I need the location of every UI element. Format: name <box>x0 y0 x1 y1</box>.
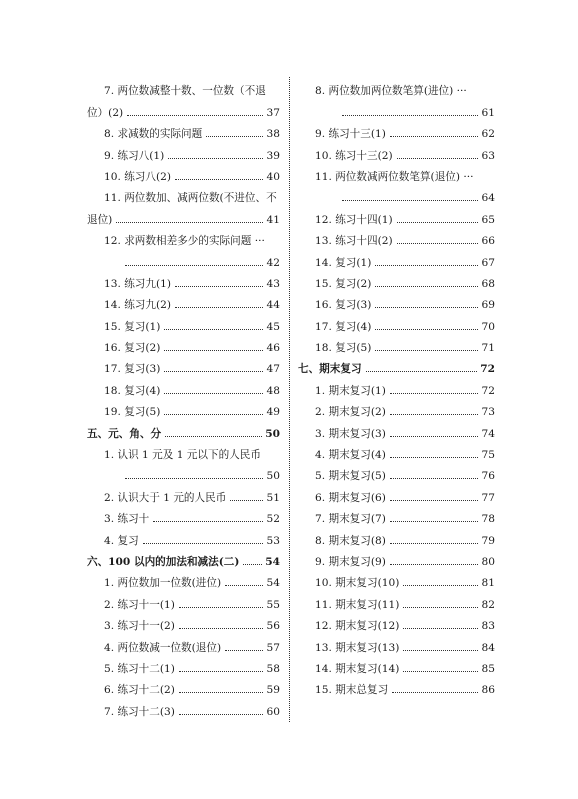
toc-entry-title: 13. 练习九(1) <box>104 277 172 290</box>
toc-entry[interactable] <box>87 120 280 141</box>
toc-page-number: 83 <box>481 620 495 633</box>
toc-entry-title: 18. 复习(4) <box>104 384 161 397</box>
toc-entry-continuation[interactable] <box>298 98 495 119</box>
dot-leader <box>225 649 263 651</box>
dot-leader <box>243 563 262 565</box>
toc-entry-title: 13. 练习十四(2) <box>315 235 393 248</box>
dot-leader <box>390 542 478 544</box>
toc-page-number: 76 <box>481 470 495 483</box>
toc-page-number: 70 <box>481 320 495 333</box>
dot-leader <box>390 413 478 415</box>
toc-entry-continuation[interactable] <box>87 462 280 483</box>
toc-entry[interactable] <box>87 526 280 547</box>
dot-leader <box>179 670 263 672</box>
dot-leader <box>179 627 263 629</box>
toc-entry[interactable] <box>298 633 495 654</box>
toc-entry[interactable] <box>87 590 280 611</box>
toc-page-number: 54 <box>266 577 280 590</box>
toc-entry-title: 10. 练习十三(2) <box>315 149 393 162</box>
toc-entry[interactable] <box>87 398 280 419</box>
toc-page-number: 84 <box>481 641 495 654</box>
toc-entry-title: 3. 练习十一(2) <box>104 620 175 633</box>
toc-entry-title: 12. 求两数相差多少的实际问题 ··· <box>104 235 265 248</box>
toc-page-number: 63 <box>481 149 495 162</box>
toc-entry[interactable] <box>87 655 280 676</box>
toc-entry-title: 7. 练习十二(3) <box>104 705 175 718</box>
toc-entry-title: 4. 复习 <box>104 534 139 547</box>
toc-entry-title: 18. 复习(5) <box>315 342 372 355</box>
toc-page-number: 81 <box>481 577 495 590</box>
dot-leader <box>230 499 263 501</box>
toc-page-number: 60 <box>266 705 280 718</box>
toc-entry[interactable] <box>298 334 495 355</box>
dot-leader <box>125 477 263 479</box>
dot-leader <box>397 221 478 223</box>
toc-page-number: 37 <box>266 106 280 119</box>
toc-entry[interactable] <box>298 248 495 269</box>
dot-leader <box>153 520 263 522</box>
dot-leader <box>164 328 263 330</box>
toc-entry[interactable] <box>298 120 495 141</box>
toc-entry-title: 7. 两位数减整十数、一位数（不退 <box>104 85 266 98</box>
toc-entry[interactable] <box>87 270 280 291</box>
toc-entry[interactable] <box>87 163 280 184</box>
dot-leader <box>125 264 263 266</box>
toc-entry[interactable] <box>298 376 495 397</box>
dot-leader <box>225 584 263 586</box>
toc-entry[interactable] <box>87 291 280 312</box>
toc-entry-title: 14. 复习(1) <box>315 256 372 269</box>
toc-entry[interactable] <box>87 77 280 98</box>
dot-leader <box>403 606 478 608</box>
toc-page-number: 52 <box>266 513 280 526</box>
toc-page-number: 57 <box>266 641 280 654</box>
toc-page-number: 45 <box>266 320 280 333</box>
dot-leader <box>342 199 478 201</box>
dot-leader <box>390 456 478 458</box>
toc-entry[interactable] <box>87 227 280 248</box>
toc-entry-title: 2. 期末复习(2) <box>315 406 386 419</box>
toc-page-number: 82 <box>481 598 495 611</box>
toc-entry-title: 16. 复习(2) <box>104 342 161 355</box>
dot-leader <box>164 370 263 372</box>
toc-entry[interactable] <box>298 227 495 248</box>
toc-page-number: 40 <box>266 170 280 183</box>
toc-entry-title: 11. 两位数加、减两位数(不进位、不 <box>104 192 277 205</box>
toc-page-number: 51 <box>266 491 280 504</box>
toc-page-number: 49 <box>266 406 280 419</box>
dot-leader <box>127 114 263 116</box>
toc-entry-title-cont: 位）(2) <box>87 106 124 119</box>
toc-page-number: 53 <box>266 534 280 547</box>
toc-page-number: 39 <box>266 149 280 162</box>
toc-page-number: 74 <box>481 427 495 440</box>
dot-leader <box>143 542 263 544</box>
toc-page-number: 62 <box>481 128 495 141</box>
dot-leader <box>390 520 478 522</box>
toc-entry[interactable] <box>298 291 495 312</box>
toc-entry[interactable] <box>87 312 280 333</box>
toc-entry[interactable] <box>87 141 280 162</box>
toc-page-number: 50 <box>265 427 280 440</box>
toc-entry-title: 1. 两位数加一位数(进位) <box>104 577 222 590</box>
dot-leader <box>179 606 263 608</box>
toc-entry[interactable] <box>298 419 495 440</box>
toc-entry-title: 1. 认识 1 元及 1 元以下的人民币 <box>104 449 261 462</box>
toc-entry-title: 4. 两位数减一位数(退位) <box>104 641 222 654</box>
toc-entry-title: 8. 求减数的实际问题 <box>104 128 203 141</box>
toc-entry-title: 16. 复习(3) <box>315 299 372 312</box>
toc-page-number: 68 <box>481 277 495 290</box>
toc-entry[interactable] <box>298 569 495 590</box>
section-title: 六、100 以内的加法和减法(二) <box>87 555 240 568</box>
toc-section-heading[interactable] <box>298 355 495 376</box>
dot-leader <box>366 370 478 372</box>
toc-entry-title: 6. 练习十二(2) <box>104 684 175 697</box>
toc-entry-title: 5. 期末复习(5) <box>315 470 386 483</box>
toc-page-number: 80 <box>481 555 495 568</box>
toc-entry[interactable] <box>298 462 495 483</box>
dot-leader <box>390 477 478 479</box>
dot-leader <box>392 691 478 693</box>
dot-leader <box>206 135 263 137</box>
toc-entry[interactable] <box>298 612 495 633</box>
toc-entry[interactable] <box>87 184 280 205</box>
toc-entry[interactable] <box>298 441 495 462</box>
toc-page-number: 59 <box>266 684 280 697</box>
toc-section-heading[interactable] <box>87 548 280 569</box>
dot-leader <box>397 157 478 159</box>
toc-entry[interactable] <box>87 355 280 376</box>
toc-entry-title: 8. 期末复习(8) <box>315 534 386 547</box>
toc-entry-title: 2. 认识大于 1 元的人民币 <box>104 491 227 504</box>
toc-entry-continuation[interactable] <box>87 248 280 269</box>
dot-leader <box>179 713 263 715</box>
toc-entry-title: 14. 期末复习(14) <box>315 662 400 675</box>
toc-entry-title: 10. 练习八(2) <box>104 170 172 183</box>
toc-page-number: 85 <box>481 662 495 675</box>
toc-entry[interactable] <box>298 483 495 504</box>
toc-page-number: 50 <box>266 470 280 483</box>
toc-entry-title: 7. 期末复习(7) <box>315 513 386 526</box>
toc-entry[interactable] <box>87 569 280 590</box>
toc-entry[interactable] <box>87 633 280 654</box>
dot-leader <box>390 135 478 137</box>
toc-entry[interactable] <box>298 676 495 697</box>
toc-entry-title: 17. 复习(3) <box>104 363 161 376</box>
toc-entry[interactable] <box>298 205 495 226</box>
toc-entry-title: 8. 两位数加两位数笔算(进位) ··· <box>315 85 467 98</box>
toc-page-number: 47 <box>266 363 280 376</box>
toc-entry-title: 12. 练习十四(1) <box>315 213 393 226</box>
dot-leader <box>168 157 263 159</box>
toc-entry[interactable] <box>298 141 495 162</box>
toc-page-number: 78 <box>481 513 495 526</box>
toc-entry-continuation[interactable] <box>298 184 495 205</box>
toc-entry[interactable] <box>87 612 280 633</box>
toc-entry[interactable] <box>298 655 495 676</box>
dot-leader <box>403 649 478 651</box>
toc-page-number: 58 <box>266 662 280 675</box>
toc-entry[interactable] <box>298 163 495 184</box>
toc-entry-title: 17. 复习(4) <box>315 320 372 333</box>
toc-entry-title: 15. 复习(1) <box>104 320 161 333</box>
dot-leader <box>179 691 263 693</box>
toc-entry[interactable] <box>87 676 280 697</box>
toc-entry[interactable] <box>298 590 495 611</box>
toc-page-number: 46 <box>266 342 280 355</box>
toc-entry[interactable] <box>298 526 495 547</box>
section-title: 五、元、角、分 <box>87 427 162 440</box>
toc-page-number: 48 <box>266 384 280 397</box>
dot-leader <box>375 328 478 330</box>
toc-entry-title: 5. 练习十二(1) <box>104 662 175 675</box>
toc-entry-title: 10. 期末复习(10) <box>315 577 400 590</box>
toc-entry-title: 11. 期末复习(11) <box>315 598 400 611</box>
toc-page-number: 71 <box>481 342 495 355</box>
toc-entry[interactable] <box>87 334 280 355</box>
toc-entry[interactable] <box>87 483 280 504</box>
toc-entry-title: 9. 练习十三(1) <box>315 128 386 141</box>
toc-entry-title: 3. 期末复习(3) <box>315 427 386 440</box>
dot-leader <box>165 435 262 437</box>
toc-page-number: 38 <box>266 128 280 141</box>
toc-entry[interactable] <box>298 270 495 291</box>
dot-leader <box>397 242 478 244</box>
toc-page-number: 65 <box>481 213 495 226</box>
dot-leader <box>175 285 263 287</box>
toc-entry[interactable] <box>298 548 495 569</box>
toc-entry[interactable] <box>298 505 495 526</box>
toc-entry[interactable] <box>298 398 495 419</box>
dot-leader <box>164 349 263 351</box>
toc-entry-title: 6. 期末复习(6) <box>315 491 386 504</box>
toc-page-number: 41 <box>266 213 280 226</box>
toc-page-number: 56 <box>266 620 280 633</box>
toc-page-number: 69 <box>481 299 495 312</box>
dot-leader <box>390 435 478 437</box>
toc-entry[interactable] <box>298 312 495 333</box>
dot-leader <box>375 285 478 287</box>
toc-right-column <box>298 77 495 697</box>
toc-entry[interactable] <box>87 505 280 526</box>
toc-page-number: 72 <box>480 363 495 376</box>
toc-entry-title: 12. 期末复习(12) <box>315 620 400 633</box>
toc-entry-continuation[interactable] <box>87 98 280 119</box>
toc-page-number: 44 <box>266 299 280 312</box>
toc-page-number: 66 <box>481 235 495 248</box>
dot-leader <box>342 114 478 116</box>
toc-entry-title: 11. 两位数减两位数笔算(退位) ··· <box>315 170 474 183</box>
toc-entry-title: 4. 期末复习(4) <box>315 449 386 462</box>
toc-entry[interactable] <box>87 441 280 462</box>
toc-entry-title: 13. 期末复习(13) <box>315 641 400 654</box>
toc-entry-title: 14. 练习九(2) <box>104 299 172 312</box>
toc-entry-title: 19. 复习(5) <box>104 406 161 419</box>
column-divider <box>289 77 290 722</box>
dot-leader <box>175 306 263 308</box>
toc-page-number: 61 <box>481 106 495 119</box>
toc-entry-title: 15. 复习(2) <box>315 277 372 290</box>
toc-page-number: 73 <box>481 406 495 419</box>
dot-leader <box>390 563 478 565</box>
toc-page-number: 72 <box>481 384 495 397</box>
dot-leader <box>164 392 263 394</box>
toc-entry-title: 3. 练习十 <box>104 513 150 526</box>
dot-leader <box>164 413 263 415</box>
toc-left-column <box>87 77 280 719</box>
toc-entry-title: 1. 期末复习(1) <box>315 384 386 397</box>
toc-page-number: 64 <box>481 192 495 205</box>
toc-page-number: 77 <box>481 491 495 504</box>
dot-leader <box>116 221 263 223</box>
toc-page-number: 86 <box>481 684 495 697</box>
dot-leader <box>390 392 478 394</box>
toc-section-heading[interactable] <box>87 419 280 440</box>
dot-leader <box>390 499 478 501</box>
toc-entry-continuation[interactable] <box>87 205 280 226</box>
dot-leader <box>175 178 263 180</box>
toc-entry-title: 9. 期末复习(9) <box>315 555 386 568</box>
toc-page-number: 55 <box>266 598 280 611</box>
toc-entry[interactable] <box>87 697 280 718</box>
dot-leader <box>403 670 478 672</box>
toc-entry[interactable] <box>87 376 280 397</box>
toc-page-number: 42 <box>266 256 280 269</box>
toc-page-number: 43 <box>266 277 280 290</box>
dot-leader <box>375 349 478 351</box>
section-title: 七、期末复习 <box>298 363 362 376</box>
toc-entry[interactable] <box>298 77 495 98</box>
toc-entry-title: 9. 练习八(1) <box>104 149 165 162</box>
toc-entry-title: 15. 期末总复习 <box>315 684 389 697</box>
toc-page-number: 75 <box>481 449 495 462</box>
toc-page-number: 79 <box>481 534 495 547</box>
dot-leader <box>403 627 478 629</box>
dot-leader <box>375 264 478 266</box>
dot-leader <box>403 584 478 586</box>
toc-page-number: 54 <box>265 555 280 568</box>
toc-entry-title-cont: 退位) <box>87 213 113 226</box>
toc-page-number: 67 <box>481 256 495 269</box>
toc-entry-title: 2. 练习十一(1) <box>104 598 175 611</box>
dot-leader <box>375 306 478 308</box>
